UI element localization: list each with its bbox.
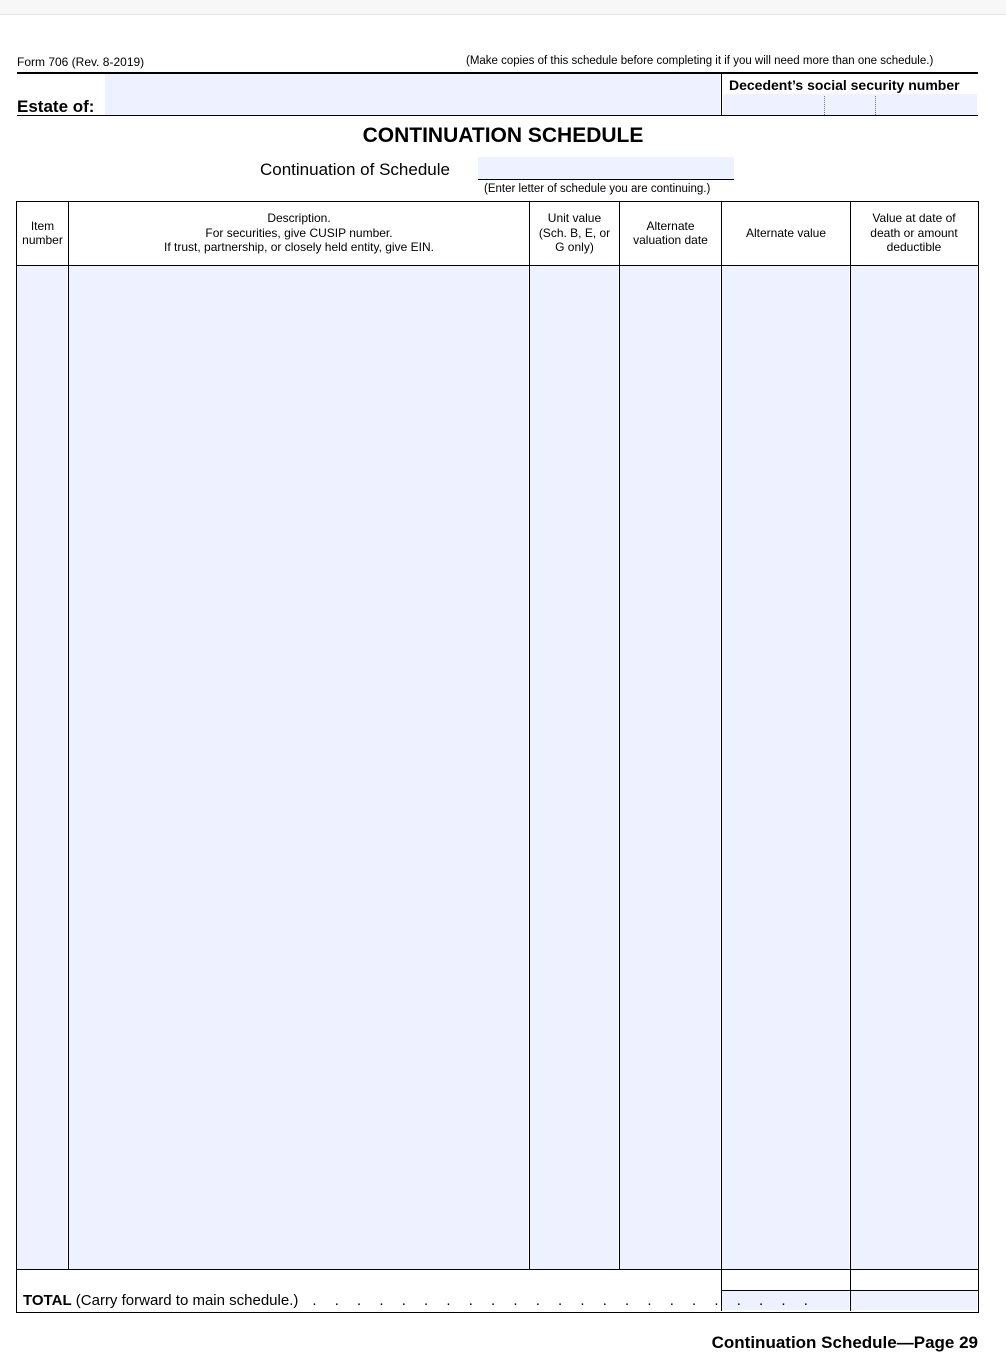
total-label [23, 1292, 815, 1309]
estate-of-field[interactable] [105, 74, 720, 115]
page-footer: Continuation Schedule—Page 29 [711, 1333, 978, 1352]
ssn-divider [721, 73, 722, 116]
body-bottom-rule [16, 1269, 978, 1270]
column-divider [721, 201, 722, 1311]
schedule-letter-field[interactable] [478, 157, 734, 180]
column-header-value-at-death: Value at date of death or amount deductible [870, 211, 958, 255]
schedule-table [16, 201, 979, 1313]
estate-of-label: Estate of: [17, 97, 95, 116]
column-header-description: Description. For securities, give CUSIP number. If trust, partnership, or closely held entity, give EIN. [164, 211, 434, 255]
total-row-rule [721, 1290, 978, 1291]
estate-rule [17, 115, 978, 116]
column-divider [619, 201, 620, 1270]
copies-instruction: (Make copies of this schedule before completing it if you will need more than one schedule.) [466, 55, 934, 67]
ssn-label: Decedent’s social security number [729, 77, 960, 93]
total-label-text: (Carry forward to main schedule.) [71, 1292, 299, 1309]
viewer-top-strip [0, 0, 1006, 15]
ssn-field[interactable] [723, 94, 977, 115]
continuation-hint: (Enter letter of schedule you are continuing.) [484, 183, 711, 195]
column-header-item-number: Item number [22, 218, 63, 247]
continuation-label: Continuation of Schedule [260, 160, 450, 179]
column-divider [529, 201, 530, 1270]
column-header-alternate-valuation-date: Alternate valuation date [633, 218, 708, 247]
ssn-separator [875, 96, 876, 115]
header-row-rule [16, 265, 978, 266]
total-label-bold: TOTAL [23, 1292, 72, 1309]
form-identifier: Form 706 (Rev. 8-2019) [17, 55, 145, 69]
ssn-separator [824, 96, 825, 115]
column-divider [850, 201, 851, 1311]
column-divider [68, 201, 69, 1270]
leader-dots: . . . . . . . . . . . . . . . . . . . . . . . [312, 1292, 815, 1309]
document-title: CONTINUATION SCHEDULE [362, 124, 644, 147]
column-header-unit-value: Unit value (Sch. B, E, or G only) [538, 211, 611, 255]
column-header-alternate-value: Alternate value [745, 225, 827, 240]
